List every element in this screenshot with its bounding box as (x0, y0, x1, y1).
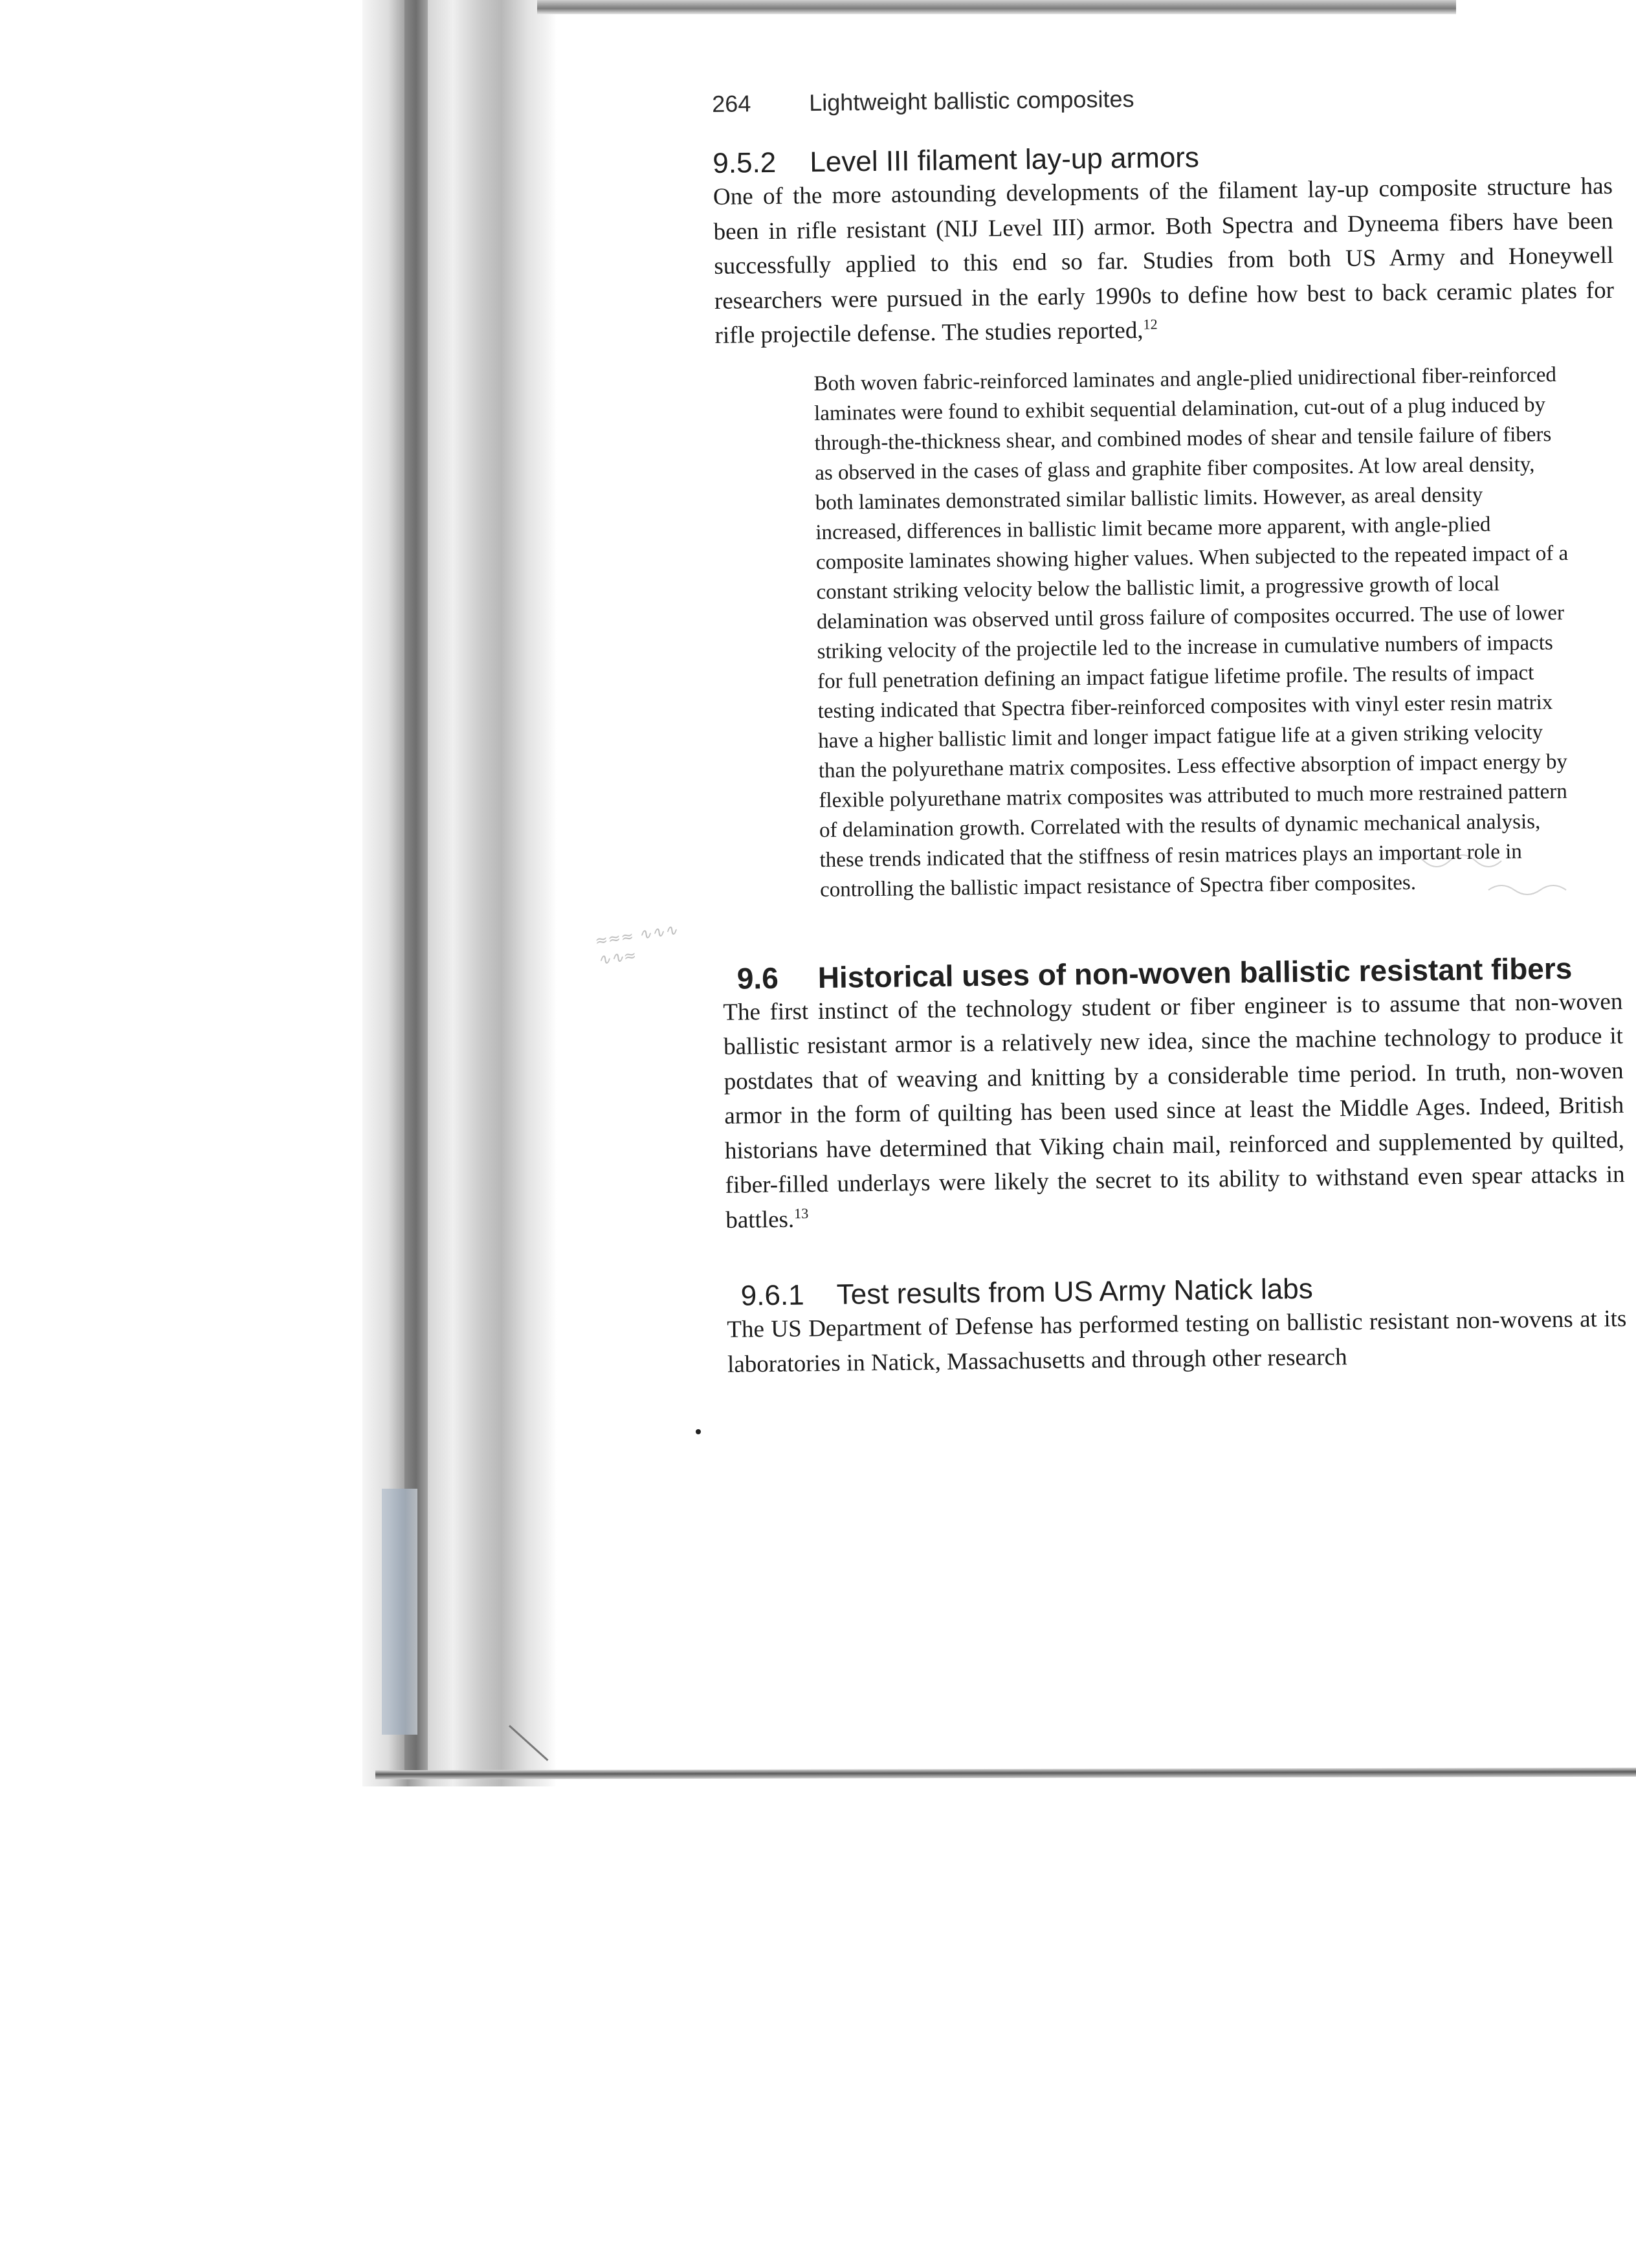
paragraph-level-iii-armor (713, 169, 1615, 353)
page-top-edge (537, 0, 1456, 14)
running-head (712, 80, 1612, 129)
section-number: 9.6.1 (740, 1279, 804, 1312)
page-bottom-edge (375, 1768, 1636, 1779)
page-number: 264 (712, 90, 751, 117)
block-quotation: Both woven fabric-reinforced laminates and angle-plied unidirectional fiber-reinforced laminates were found to exhibit sequential delamination, cut-out of a plug induced by through-the-thickness shear, and combined modes of shear and tensile failure of fibers as observed in the cases of glass and graphite fiber composites. At low areal density, both laminates demonstrated similar ballistic limits. However, as areal density increased, differences in ballistic limit became more apparent, with angle-plied composite laminates showing higher values. When subjected to the repeated impact of a constant striking velocity below the ballistic limit, a progressive growth of local delamination was observed until gross failure of composites occurred. The use of lower striking velocity of the projectile led to the increase in cumulative numbers of impacts for full penetration defining an impact fatigue lifetime profile. The results of impact testing indicated that Spectra fiber-reinforced composites with vinyl ester resin matrix have a higher ballistic limit and longer impact fatigue life at a given striking velocity than the polyurethane matrix composites. Less effective absorption of impact energy by flexible polyurethane matrix composites was attributed to much more restrained pattern of delamination growth. Correlated with the results of dynamic mechanical analysis, these trends indicated that the stiffness of resin matrices plays an important role in controlling the ballistic impact resistance of Spectra fiber composites. (813, 362, 1569, 902)
footnote-reference: 13 (793, 1205, 809, 1221)
paragraph-text: The first instinct of the technology student or fiber engineer is to assume that non-woven ballistic resistant armor is a relatively new idea, since the machine technology to produce it postdates that of weaving and knitting by a considerable time period. In truth, non-woven armor in the form of quilting has been used since at least the Middle Ages. Indeed, British historians have determined that Viking chain mail, reinforced and supplemented by quilted, fiber-filled underlays were likely the secret to its ability to withstand even spear attacks in battles. (723, 988, 1625, 1234)
paragraph-natick-labs (727, 1302, 1627, 1382)
section-title: Level III filament lay-up armors (810, 141, 1200, 179)
paragraph-text: One of the more astounding developments of the filament lay-up composite structure has been in rifle resistant (NIJ Level III) armor. Both Spectra and Dyneema fibers have been successfully applied to this end so far. Studies from both US Army and Honeywell researchers were pursued in the early 1990s to define how best to back ceramic plates for rifle projectile defense. The studies reported, (713, 173, 1615, 349)
paragraph-text: The US Department of Defense has performed testing on ballistic resistant non-wovens at its laboratories in Natick, Massachusetts and through other research (727, 1305, 1627, 1378)
book-spine-tint-stripe (382, 1489, 417, 1735)
pencil-margin-mark (696, 1429, 701, 1434)
footnote-reference: 12 (1143, 316, 1158, 333)
pencil-margin-note: ≈≈≈ ∿∿∿ ∿∿≈ (593, 920, 679, 970)
book-title: Lightweight ballistic composites (808, 85, 1134, 117)
book-page (712, 80, 1627, 1382)
section-title: Historical uses of non-woven ballistic resistant fibers (817, 951, 1573, 994)
section-title: Test results from US Army Natick labs (836, 1273, 1313, 1311)
paragraph-historical-uses (723, 984, 1625, 1237)
section-number: 9.6 (736, 961, 779, 995)
section-number: 9.5.2 (713, 146, 777, 179)
